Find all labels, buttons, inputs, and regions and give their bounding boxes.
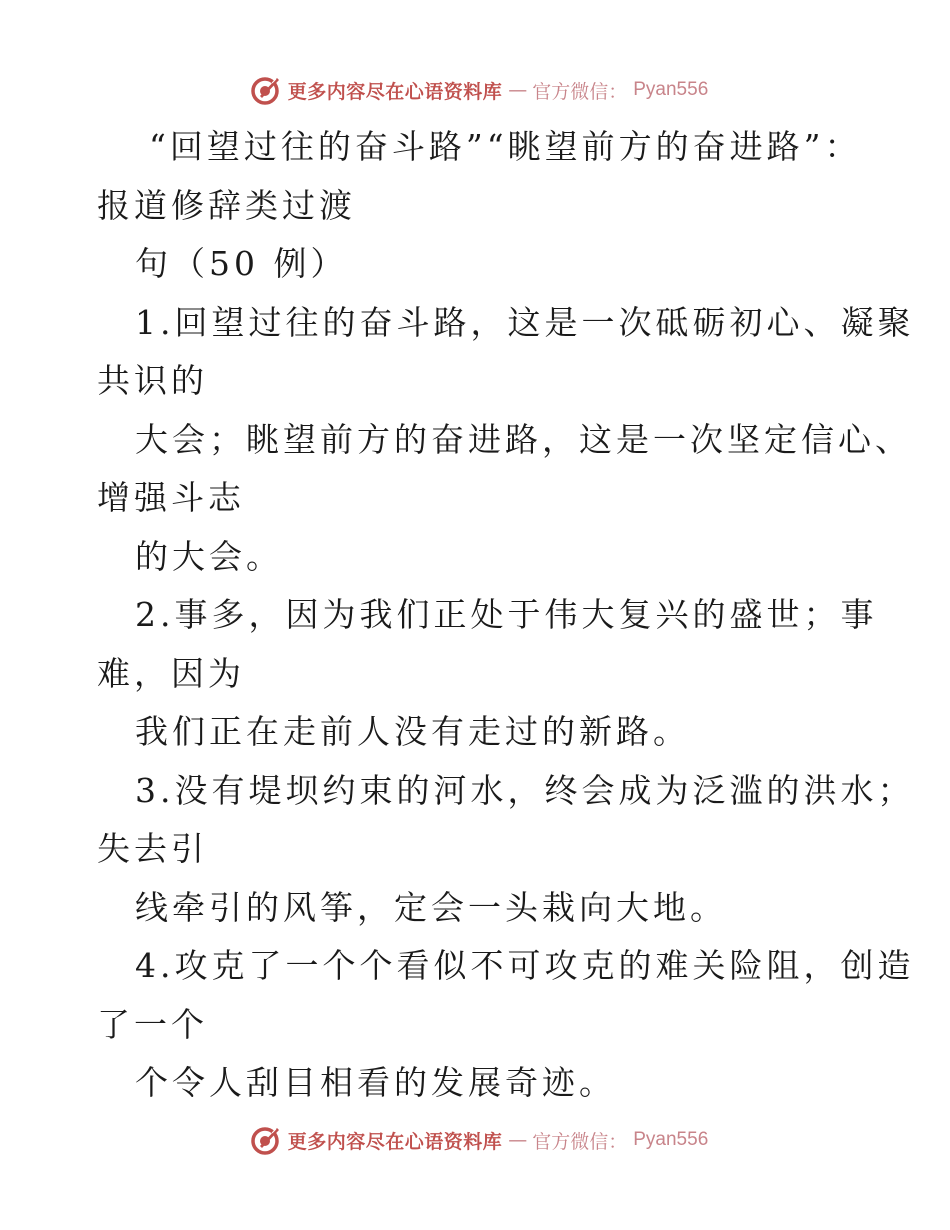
banner-title: 更多内容尽在心语资料库 xyxy=(287,80,503,103)
text-line: 2.事多，因为我们正处于伟大复兴的盛世；事 xyxy=(135,595,878,634)
text-line: 增强斗志 xyxy=(97,478,245,517)
banner-wechat-id: Pyan556 xyxy=(633,1129,709,1150)
banner-separator: — xyxy=(508,79,527,101)
text-line: 难，因为 xyxy=(97,653,245,693)
text-line: 了一个 xyxy=(97,1004,208,1044)
text-line: 的大会。 xyxy=(135,536,283,576)
header-banner-content xyxy=(250,74,709,106)
banner-wechat-id: Pyan556 xyxy=(633,79,709,100)
header-banner xyxy=(0,70,950,110)
text-line: 1.回望过往的奋斗路，这是一次砥砺初心、凝聚 xyxy=(135,302,915,342)
document-body xyxy=(97,118,915,1113)
text-line: 共识的 xyxy=(97,361,208,400)
quill-logo-icon xyxy=(250,1124,282,1156)
quill-logo-icon xyxy=(250,74,282,106)
text-line: 线牵引的风筝，定会一头栽向大地。 xyxy=(135,887,727,927)
text-line: 3.没有堤坝约束的河水，终会成为泛滥的洪水； xyxy=(135,770,915,810)
footer-banner-content xyxy=(250,1124,709,1156)
title-line-3: 句（50 例） xyxy=(135,244,348,283)
banner-title: 更多内容尽在心语资料库 xyxy=(287,1130,503,1153)
title-line-1: “回望过往的奋斗路”“眺望前方的奋进路”： xyxy=(149,127,862,166)
text-line: 大会；眺望前方的奋进路，这是一次坚定信心、 xyxy=(135,419,912,459)
text-line: 我们正在走前人没有走过的新路。 xyxy=(135,712,690,751)
banner-separator: — xyxy=(508,1129,527,1151)
footer-banner xyxy=(0,1120,950,1160)
banner-wechat-label: 官方微信： xyxy=(532,1130,628,1153)
title-line-2: 报道修辞类过渡 xyxy=(97,185,356,225)
banner-wechat-label: 官方微信： xyxy=(532,80,628,103)
text-line: 4.攻克了一个个看似不可攻克的难关险阻，创造 xyxy=(135,946,915,985)
text-line: 失去引 xyxy=(97,829,208,868)
text-line: 个令人刮目相看的发展奇迹。 xyxy=(135,1063,616,1102)
